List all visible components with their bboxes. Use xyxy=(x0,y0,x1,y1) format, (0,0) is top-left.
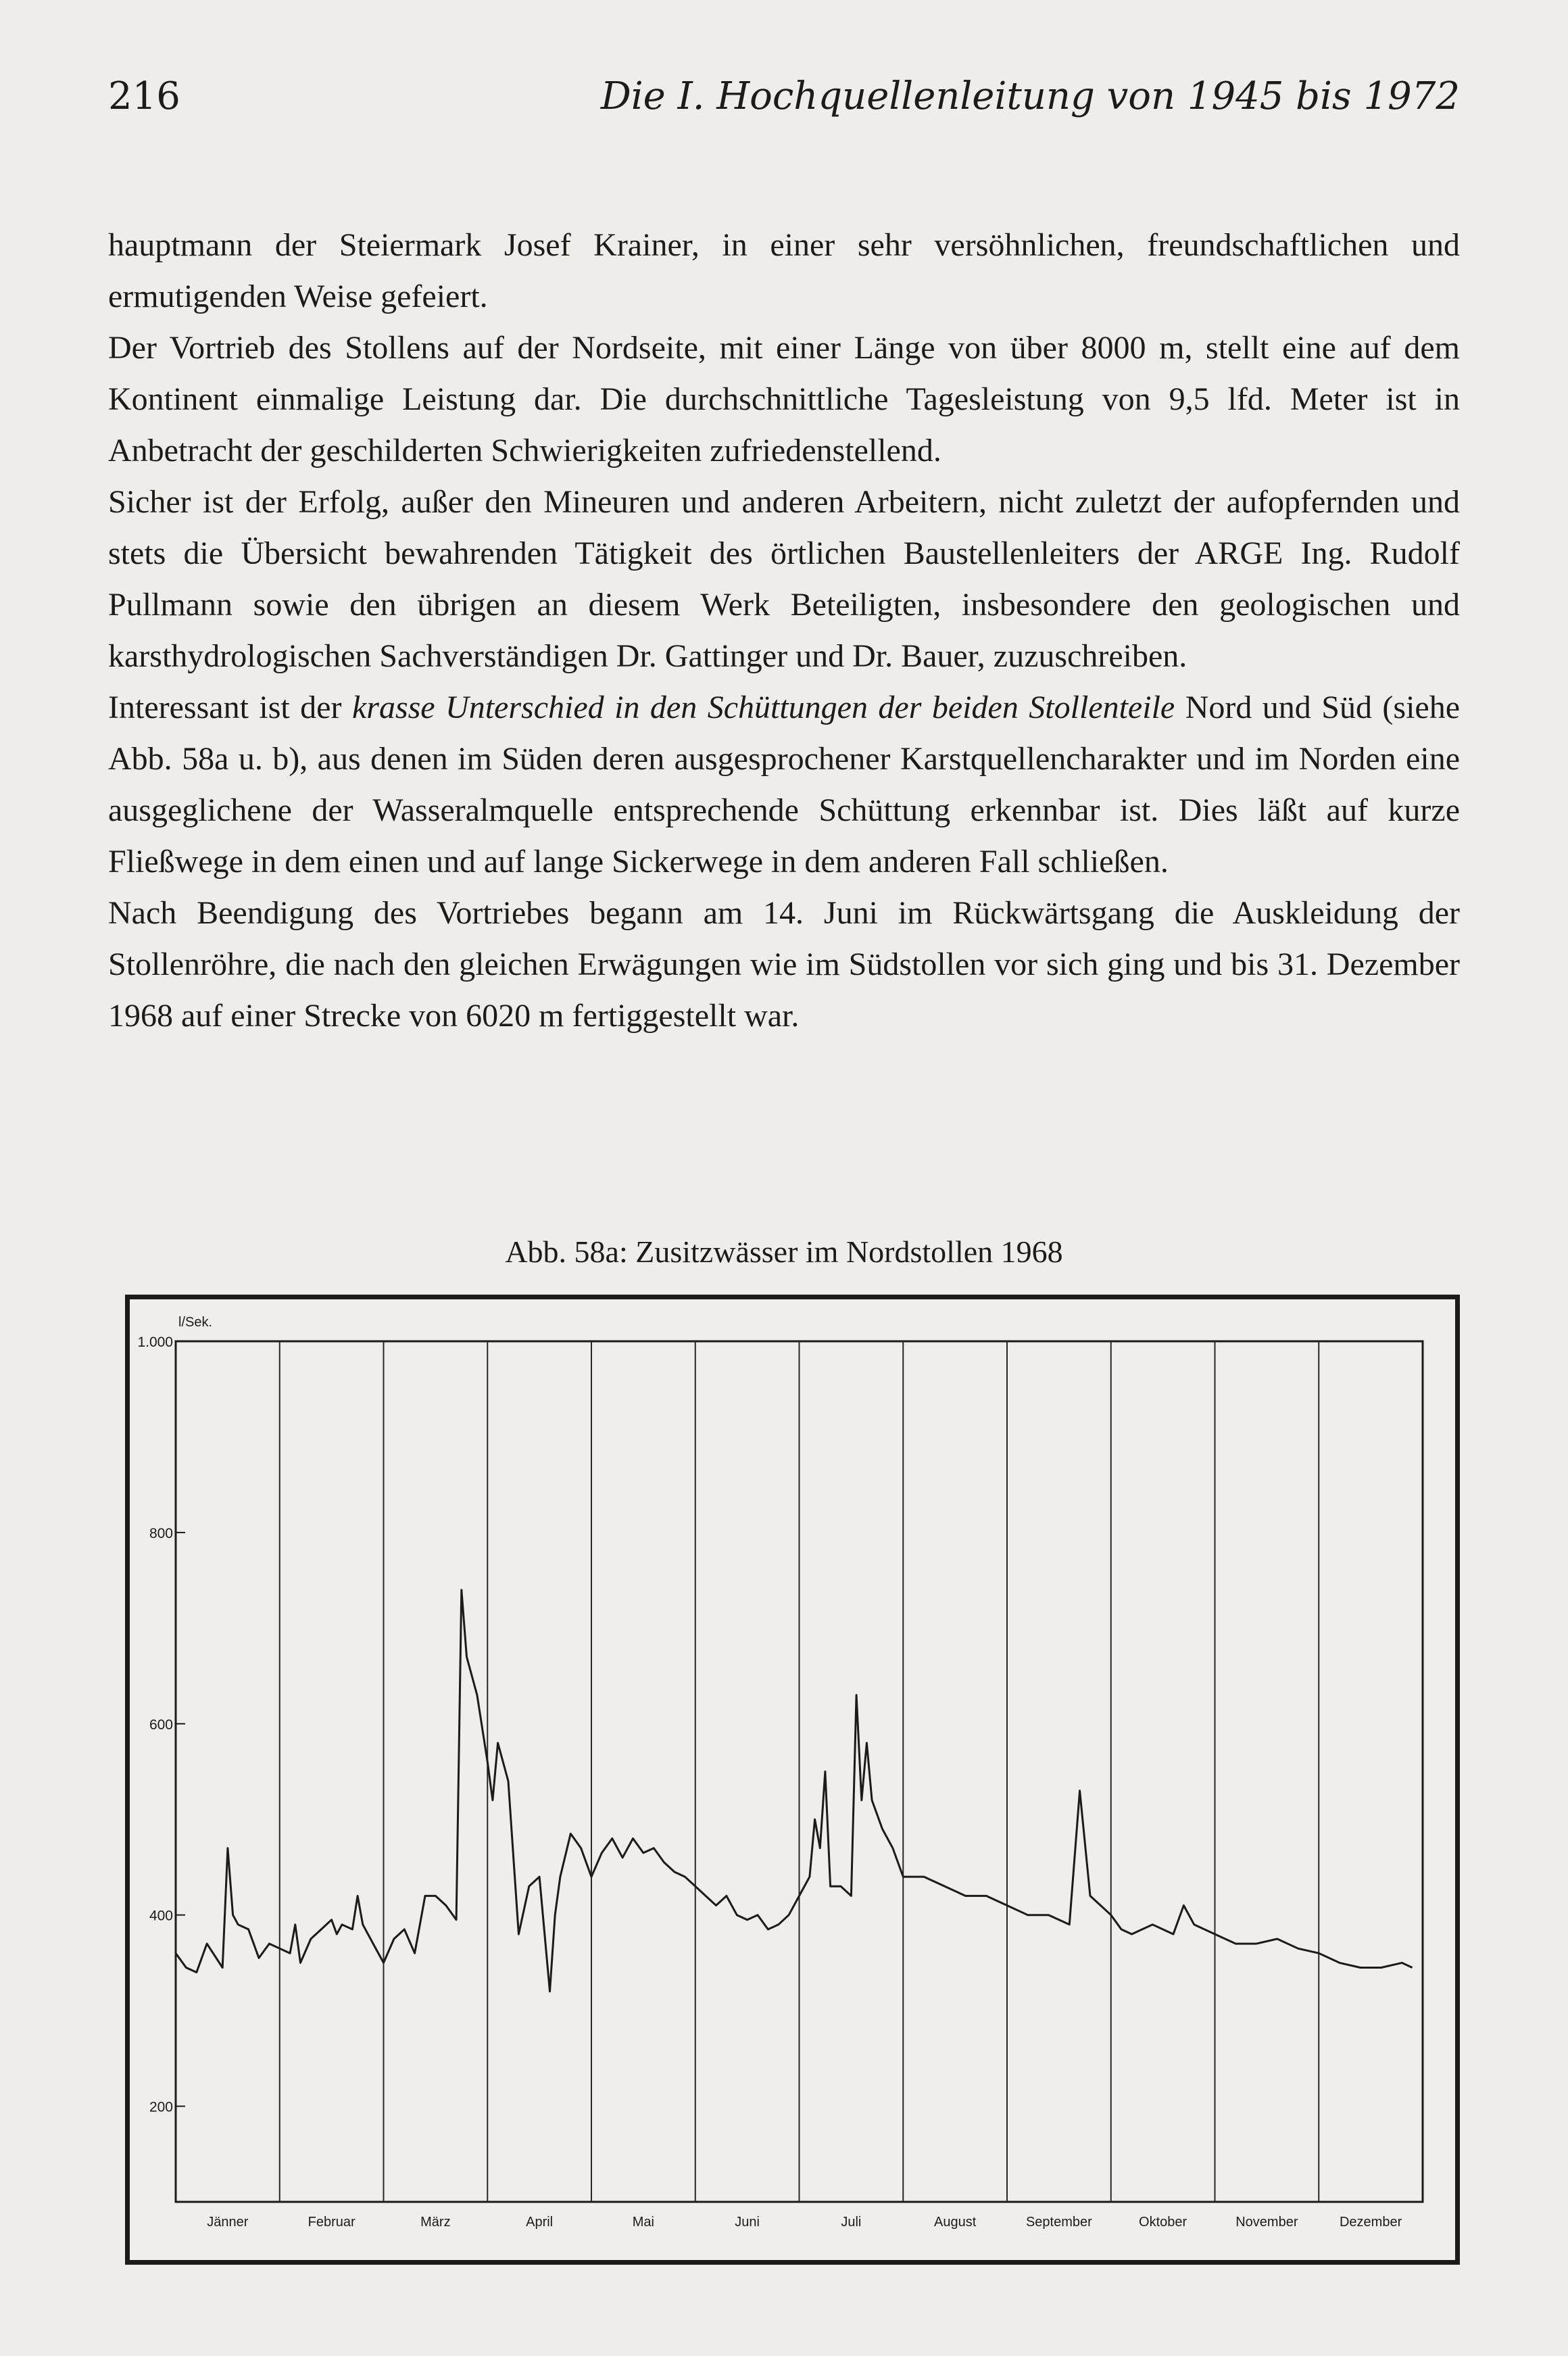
y-tick-label: 800 xyxy=(149,1525,173,1541)
paragraph: hauptmann der Steiermark Josef Krainer, in einer sehr versöhnlichen, freundschaftlichen und ermutigenden Weise gefeiert. xyxy=(108,227,1460,314)
y-unit-label: l/Sek. xyxy=(178,1315,213,1330)
running-head: Die I. Hochquellenleitung von 1945 bis 1972 xyxy=(600,74,1460,118)
line-chart xyxy=(130,1299,1455,2260)
x-month-label: April xyxy=(526,2215,554,2230)
x-month-label: November xyxy=(1235,2215,1298,2230)
chart-frame xyxy=(125,1295,1460,2265)
paragraph-text: Interessant ist der xyxy=(108,690,342,725)
paragraph: Nach Beendigung des Vortriebes begann am 14. Juni im Rückwärtsgang die Auskleidung der Stollenröhre, die nach den gleichen Erwägungen wie im Südstollen vor sich ging und bis 31. Dezember 1968 auf einer Strecke von 6020 m fertiggestellt war. xyxy=(108,895,1460,1034)
paragraph: Sicher ist der Erfolg, außer den Mineuren und anderen Arbeitern, nicht zuletzt der aufopfernden und stets die Übersicht bewahrenden Tätigkeit des örtlichen Baustellenleiters der ARGE Ing. Rudolf Pullmann sowie den übrigen an diesem Werk Beteiligten, insbesondere den geologischen und karsthydrologischen Sachverständigen Dr. Gattinger und Dr. Bauer, zuzuschreiben. xyxy=(108,484,1460,674)
x-month-label: Mai xyxy=(632,2215,654,2230)
paragraph-text: Nord und Süd (siehe Abb. 58a u. b), aus denen im Süden deren ausgesprochener Karstquellencharakter und im Norden eine ausgeglichene der Wasseralmquelle entsprechende Schüttung erkennbar ist. Dies läßt auf kurze Fließwege in dem einen und auf lange Sickerwege in dem anderen Fall schließen. xyxy=(108,690,1461,880)
y-tick-label: 600 xyxy=(149,1716,173,1733)
series-line xyxy=(176,1590,1413,1992)
page-header xyxy=(108,74,1460,128)
x-month-label: Juli xyxy=(841,2215,862,2230)
paragraph: Der Vortrieb des Stollens auf der Nordseite, mit einer Länge von über 8000 m, stellt eine auf dem Kontinent einmalige Leistung dar. Die durchschnittliche Tagesleistung von 9,5 lfd. Meter ist in Anbetracht der geschilderten Schwierigkeiten zufriedenstellend. xyxy=(108,330,1460,468)
x-month-label: Dezember xyxy=(1339,2215,1402,2230)
body-text xyxy=(108,220,1460,1042)
y-tick-label: 200 xyxy=(149,2099,173,2115)
y-tick-label: 1.000 xyxy=(137,1335,173,1350)
x-month-label: Februar xyxy=(308,2215,356,2230)
x-month-label: Juni xyxy=(735,2215,760,2230)
paragraph xyxy=(108,682,1460,888)
x-month-label: März xyxy=(420,2215,451,2230)
x-month-label: Jänner xyxy=(207,2215,249,2230)
x-month-label: August xyxy=(933,2215,977,2230)
x-month-label: Oktober xyxy=(1139,2215,1187,2230)
y-tick-label: 400 xyxy=(149,1908,173,1924)
x-month-label: September xyxy=(1025,2215,1092,2230)
emphasized-text: krasse Unterschied in den Schüttungen der beiden Stollenteile xyxy=(351,690,1175,725)
figure-caption: Abb. 58a: Zusitzwässer im Nordstollen 1968 xyxy=(505,1234,1063,1269)
page-number: 216 xyxy=(108,74,180,118)
